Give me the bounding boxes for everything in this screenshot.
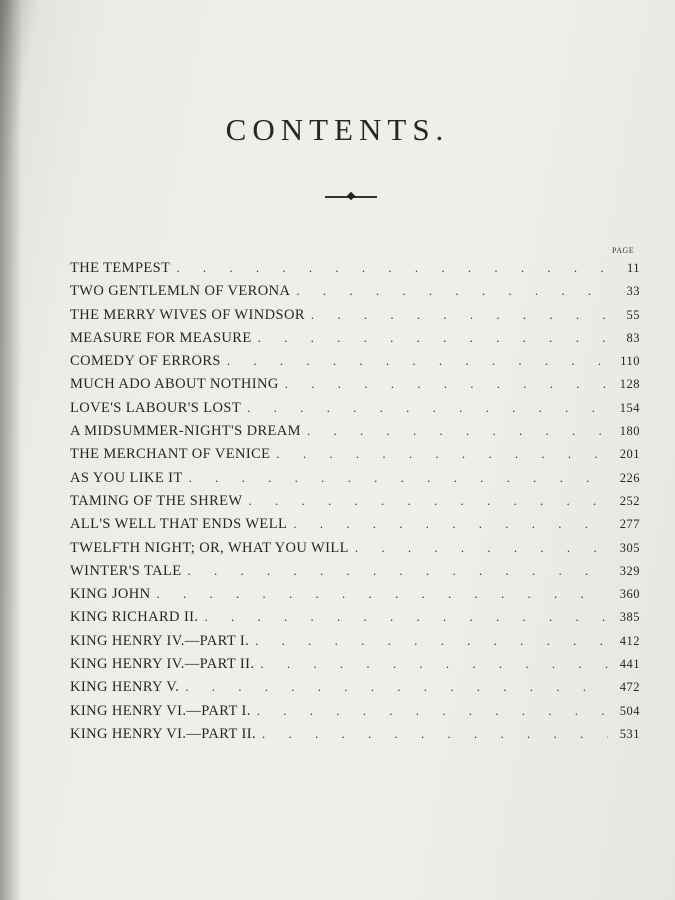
dot-leader (247, 400, 608, 416)
toc-entry-page-number: 329 (619, 563, 640, 578)
dot-leader (255, 633, 608, 649)
toc-entry (70, 423, 640, 446)
toc-entry-title: KING HENRY VI.—PART II. (70, 725, 256, 742)
toc-entry (70, 586, 640, 609)
toc-entry-title: KING RICHARD II. (70, 609, 199, 626)
dot-leader (311, 307, 608, 323)
toc-entry (70, 260, 640, 283)
toc-entry-page-number: 180 (619, 424, 640, 439)
toc-entry-page-number: 531 (619, 726, 640, 741)
dot-leader (188, 563, 609, 579)
toc-entry-title: MEASURE FOR MEASURE (70, 329, 252, 346)
toc-entry (70, 633, 640, 656)
toc-entry-page-number: 83 (626, 330, 640, 345)
dot-leader (204, 609, 608, 625)
toc-entry-title: THE TEMPEST (70, 260, 171, 276)
toc-entry-page-number: 110 (620, 354, 640, 369)
toc-entry-page-number: 385 (619, 610, 640, 625)
dot-leader (176, 260, 608, 276)
toc-entry-title: TAMING OF THE SHREW (70, 492, 243, 509)
toc-entry (70, 446, 640, 469)
dot-leader (227, 353, 608, 369)
toc-entry-page-number: 412 (619, 633, 640, 648)
dot-leader (307, 423, 608, 439)
toc-entry-title: KING HENRY IV.—PART II. (70, 656, 255, 673)
toc-entry (70, 679, 640, 702)
toc-entry (70, 516, 640, 539)
toc-entry (70, 563, 640, 586)
dot-leader (296, 283, 608, 299)
toc-entry-page-number: 252 (619, 493, 640, 508)
dot-leader (257, 703, 608, 719)
dot-leader (258, 330, 608, 346)
ornament-diamond-icon (347, 192, 355, 200)
toc-entry-title: A MIDSUMMER-NIGHT'S DREAM (70, 423, 301, 440)
dot-leader (189, 470, 608, 486)
dot-leader (157, 586, 608, 602)
toc-entry-page-number: 33 (626, 284, 640, 299)
toc-entry (70, 400, 640, 423)
dot-leader (285, 376, 608, 392)
toc-entry-page-number: 201 (619, 447, 640, 462)
dot-leader (276, 446, 608, 462)
dot-leader (293, 516, 608, 532)
toc-entry-title: THE MERCHANT OF VENICE (70, 446, 271, 463)
toc-entry-title: WINTER'S TALE (70, 562, 182, 579)
toc-entry-page-number: 504 (619, 703, 640, 718)
toc-entry-title: AS YOU LIKE IT (70, 469, 183, 486)
table-of-contents (70, 260, 640, 749)
toc-entry-page-number: 305 (619, 540, 640, 555)
toc-entry-title: MUCH ADO ABOUT NOTHING (70, 376, 279, 393)
toc-entry (70, 703, 640, 726)
dot-leader (185, 679, 608, 695)
toc-entry-page-number: 55 (626, 307, 640, 322)
toc-entry-page-number: 360 (619, 587, 640, 602)
toc-entry (70, 470, 640, 493)
toc-entry-title: KING JOHN (70, 586, 151, 603)
toc-entry-title: TWO GENTLEMLN OF VERONA (70, 283, 291, 300)
toc-entry (70, 540, 640, 563)
toc-entry-page-number: 226 (619, 470, 640, 485)
toc-entry (70, 493, 640, 516)
dot-leader (249, 493, 608, 509)
page-title: CONTENTS. (225, 112, 450, 147)
toc-entry (70, 656, 640, 679)
dot-leader (262, 726, 608, 742)
toc-entry-title: ALL'S WELL THAT ENDS WELL (70, 516, 288, 533)
toc-entry-title: KING HENRY VI.—PART I. (70, 702, 251, 719)
toc-entry (70, 330, 640, 353)
toc-entry-title: LOVE'S LABOUR'S LOST (70, 399, 242, 416)
toc-entry-title: THE MERRY WIVES OF WINDSOR (70, 306, 305, 323)
toc-entry-page-number: 277 (619, 517, 640, 532)
toc-entry-title: KING HENRY V. (70, 679, 180, 696)
toc-entry-title: COMEDY OF ERRORS (70, 353, 221, 370)
toc-entry (70, 376, 640, 399)
page-column-label: PAGE (612, 246, 635, 255)
dot-leader (260, 656, 608, 672)
toc-entry (70, 609, 640, 632)
toc-entry (70, 353, 640, 376)
ornament-divider (325, 193, 377, 201)
toc-entry-page-number: 441 (619, 657, 640, 672)
dot-leader (355, 540, 608, 556)
toc-entry (70, 726, 640, 749)
toc-entry (70, 283, 640, 306)
toc-entry-title: KING HENRY IV.—PART I. (70, 632, 250, 649)
toc-entry (70, 307, 640, 330)
toc-entry-page-number: 128 (619, 377, 640, 392)
toc-entry-page-number: 154 (619, 400, 640, 415)
toc-entry-title: TWELFTH NIGHT; OR, WHAT YOU WILL (70, 539, 349, 556)
toc-entry-page-number: 11 (626, 261, 640, 275)
toc-entry-page-number: 472 (619, 680, 640, 695)
